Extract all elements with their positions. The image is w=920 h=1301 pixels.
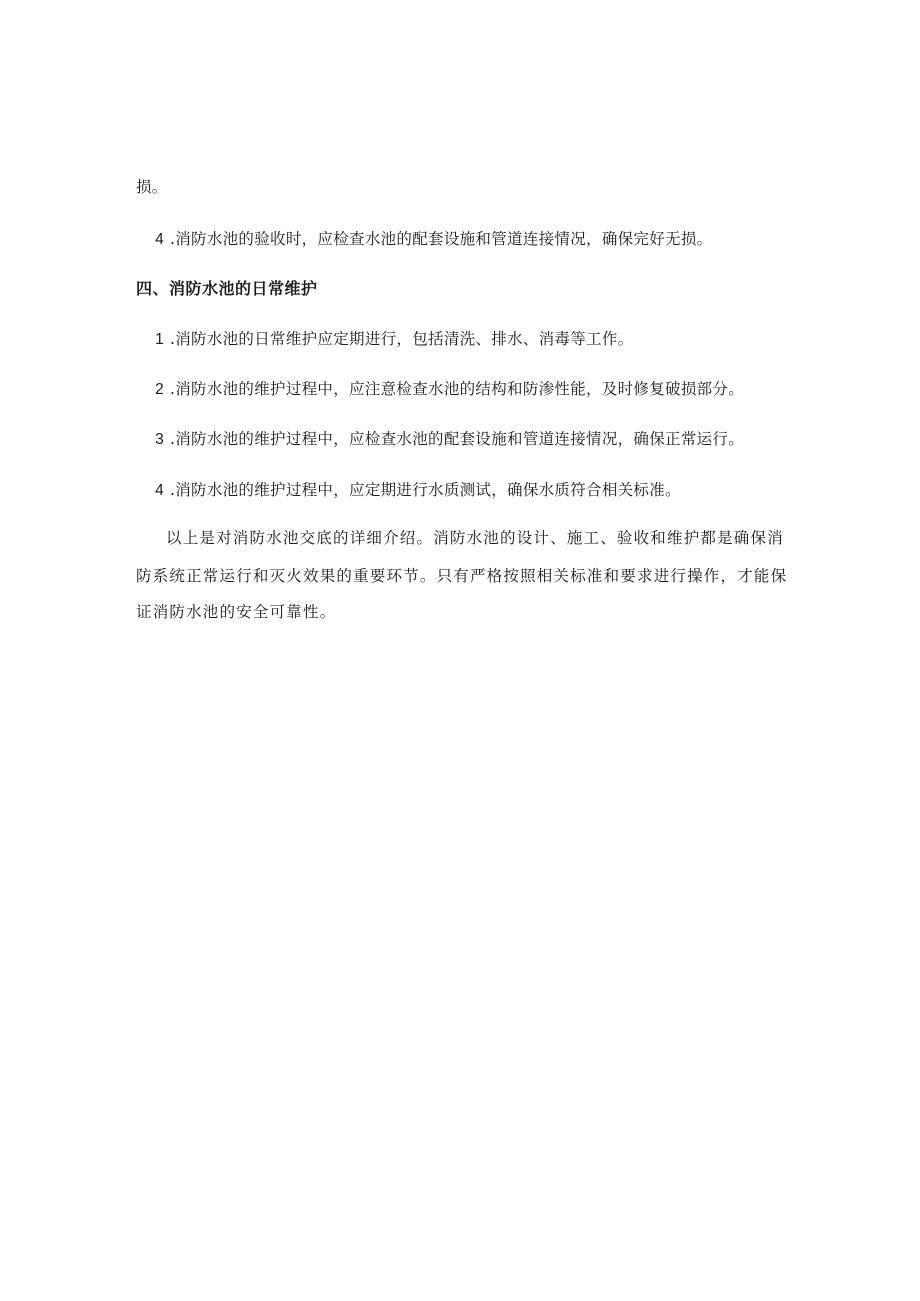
list-item-number: 4 <box>155 231 164 248</box>
conclusion-line: 以上是对消防水池交底的详细介绍。消防水池的设计、施工、验收和维护都是确保消 <box>166 529 784 547</box>
section-heading: 四、消防水池的日常维护 <box>136 279 318 298</box>
conclusion-line: 防系统正常运行和灭火效果的重要环节。只有严格按照相关标准和要求进行操作，才能保 <box>136 567 788 585</box>
list-item-number: 1 <box>155 331 164 348</box>
list-item-text: .消防水池的验收时，应检查水池的配套设施和管道连接情况，确保完好无损。 <box>170 230 713 248</box>
list-item-text: .消防水池的日常维护应定期进行，包括清洗、排水、消毒等工作。 <box>170 330 634 348</box>
list-item <box>136 328 633 351</box>
list-item <box>136 378 744 401</box>
list-item-text: .消防水池的维护过程中，应注意检查水池的结构和防渗性能，及时修复破损部分。 <box>170 380 745 398</box>
list-item-number: 4 <box>155 482 164 499</box>
conclusion-line: 证消防水池的安全可靠性。 <box>136 603 337 621</box>
list-item-text: .消防水池的维护过程中，应检查水池的配套设施和管道连接情况，确保正常运行。 <box>170 430 745 448</box>
list-item-number: 3 <box>155 431 164 448</box>
list-item <box>136 228 712 251</box>
list-item <box>136 428 744 451</box>
list-item-number: 2 <box>155 381 164 398</box>
list-item-text: .消防水池的维护过程中，应定期进行水质测试，确保水质符合相关标准。 <box>170 481 681 499</box>
list-item <box>136 479 681 502</box>
fragment-line: 损。 <box>136 178 168 196</box>
